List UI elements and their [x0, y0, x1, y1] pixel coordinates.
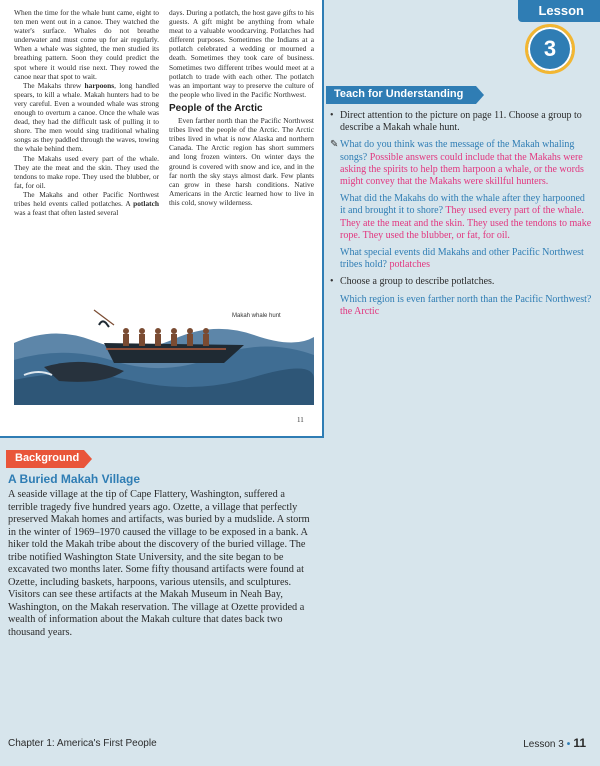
- background-title: A Buried Makah Village: [8, 472, 141, 486]
- answer-text: Possible answers could include that the Makahs were asking the spirits to help them harpoon a whale, or the words might convey that the Makahs were skillful hunters.: [340, 151, 584, 188]
- sp-paragraph: The Makahs and other Pacific Northwest tribes held events called potlatches. A potlatch was a feast that often lasted several: [14, 189, 159, 218]
- teach-banner: [326, 86, 476, 104]
- student-page-number: 11: [297, 416, 304, 424]
- lesson-label: Lesson: [538, 3, 584, 18]
- footer-page-number: 11: [573, 736, 586, 750]
- teach-list: [330, 110, 592, 323]
- sp-paragraph: The Makahs threw harpoons, long handled spears, to kill a whale. Makah hunters had to be very careful. Even a wounded whale was strong enough to overturn a canoe. Once the whale was dead, they had the difficult task of pulling it to shore. The men would sing traditional whaling songs as they paddled through the waves, towing the whale behind them.: [14, 80, 160, 154]
- footer-lesson: Lesson 3: [523, 739, 564, 750]
- student-page-column-1: [14, 8, 159, 217]
- teach-bullet: • Choose a group to describe potlatches.: [330, 276, 495, 288]
- sp-section-heading: People of the Arctic: [169, 102, 263, 114]
- term-potlatch: potlatch: [133, 198, 159, 208]
- sp-paragraph: The Makahs used every part of the whale. They ate the meat and the skin. They used the tendons to make rope. They used the blubber, or fat, for oil.: [14, 153, 159, 190]
- sp-paragraph: Even farther north than the Pacific Northwest tribes lived the people of the Arctic. The Arctic tribes lived in what is now Alaska and northern Canada. The Arctic region has short summers and long frozen winters. On winter days the ground is covered with snow and ice, and in the far north the sky stays almost dark. Few plants can grow in these harsh conditions. Native Americans in the Arctic learned how to live in this cold, snowy wilderness.: [169, 116, 314, 207]
- footer-dot: •: [566, 739, 571, 750]
- illustration-caption: Makah whale hunt: [232, 313, 281, 319]
- answer-text: the Arctic: [340, 305, 380, 317]
- lesson-number: 3: [543, 36, 557, 61]
- teach-question: [330, 247, 592, 271]
- answer-text: potlatches: [389, 259, 430, 271]
- lesson-tab: [518, 0, 600, 22]
- question-text: Which region is even farther north than the Pacific Northwest?: [340, 293, 592, 305]
- student-page-columns: [14, 8, 314, 217]
- footer-chapter: Chapter 1: America's First People: [8, 738, 157, 749]
- student-page-column-2: [169, 8, 314, 217]
- teach-question: [330, 294, 592, 318]
- teach-question: [330, 139, 592, 188]
- answer-text: They used every part of the whale. They ate the meat and the skin. They used the tendons to make rope. They used the blubber, or fat, for oil.: [340, 205, 592, 241]
- whale-hunt-illustration: [14, 305, 314, 405]
- footer-page-info: [523, 736, 586, 750]
- background-banner: [6, 450, 84, 468]
- sp-paragraph: When the time for the whale hunt came, eight to ten men went out in a canoe. They watched the water's surface. Whales do not breathe underwater and must come up for air regularly. When a whale was sighted, the men studied its breathing pattern. Soon they could predict the spot where it would rise next. They rowed the canoe near that spot to wait.: [14, 8, 159, 81]
- writing-hand-icon: ✎: [330, 139, 339, 151]
- lesson-number-badge: [525, 24, 575, 74]
- question-text: What do you think was the message of the Makah whaling songs?: [340, 139, 575, 163]
- term-harpoons: harpoons: [84, 80, 115, 90]
- question-text: What did the Makahs do with the whale after they harpooned it and brought it to shore?: [340, 193, 585, 217]
- sp-paragraph: days. During a potlatch, the host gave gifts to his guests. A gift might be anything from whale meat to a valuable woodcarving. Potlatches had different purposes. Sometimes the Indians at a potlatch celebrated a wedding or mourned a death. Sometimes they took care of business. Sometimes two different tribes would meet at a potlatch to trade with each other. The potlatch was an important way to preserve the culture of the people who lived in the Pacific Northwest.: [169, 8, 314, 99]
- background-banner-label: Background: [15, 452, 80, 464]
- question-text: What special events did Makahs and other Pacific Northwest tribes hold?: [340, 247, 584, 271]
- teach-bullet: • Direct attention to the picture on page 11. Choose a group to describe a Makah whale hunt.: [330, 110, 582, 134]
- student-page-inset: [0, 0, 324, 438]
- bullet-icon: •: [330, 276, 334, 288]
- background-text: A seaside village at the tip of Cape Flattery, Washington, suffered a terrible tragedy five hundred years ago. Ozette, a village that perfectly preserved Makah homes and artifacts, was buried by a mudslide. A storm in the winter of 1969–1970 caused the village to be exposed in a bank. A hiker told the Makah tribe about the discovery of the buried village. The tribe notified Washington State University, and the site began to be excavated two months later. Some fifty thousand artifacts were found at Ozette, including baskets, harpoons, various utensils, and sculptures. Visitors can see these artifacts at the Makah Museum in Neah Bay, Washington, on the Makah reservation. The village at Ozette provided a wealth of information about the Makah culture that dates back two thousand years.: [8, 489, 310, 638]
- bullet-icon: •: [330, 110, 334, 121]
- teach-banner-label: Teach for Understanding: [334, 88, 464, 100]
- teach-question: [330, 193, 592, 242]
